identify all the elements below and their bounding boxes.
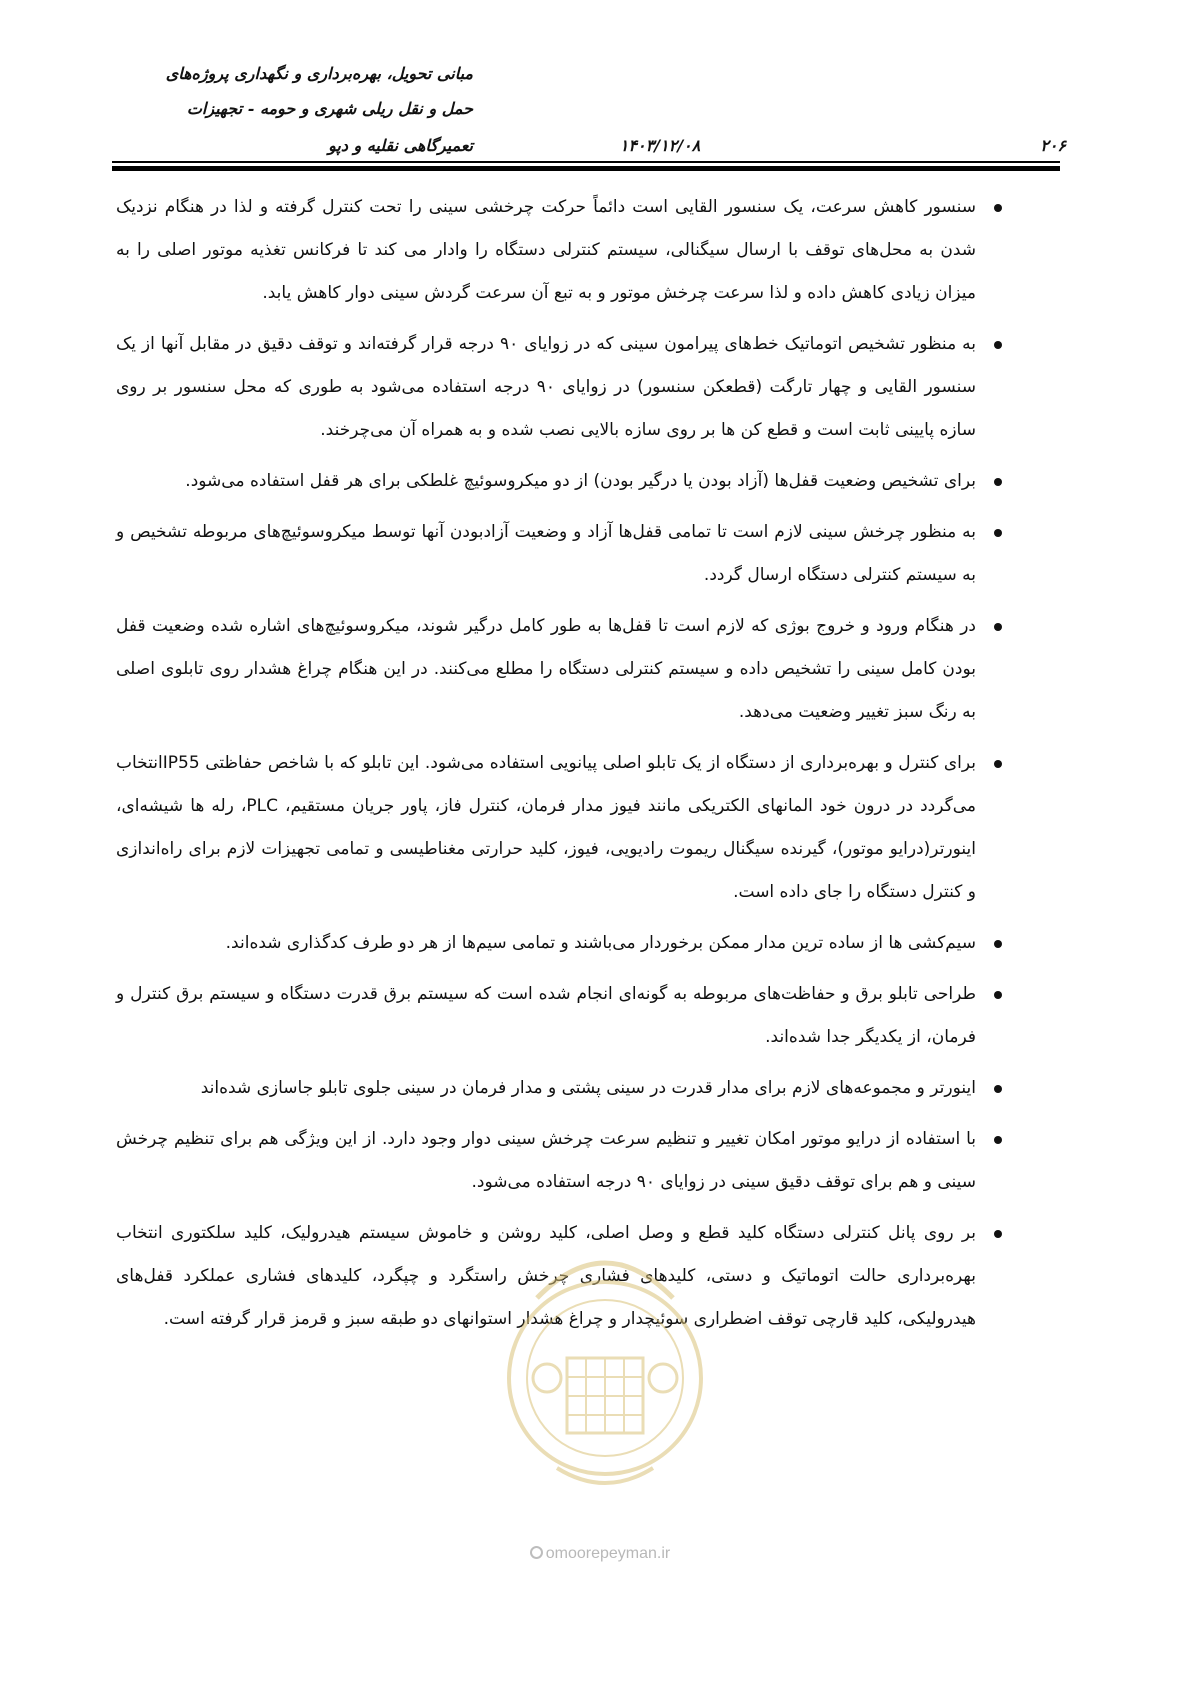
list-item (116, 742, 1006, 914)
list-item-text: در هنگام ورود و خروج بوژی که لازم است تا قفل‌ها به طور کامل درگیر شوند، میکروسوئیچ‌های اشاره شده وضعیت قفل بودن کامل سینی را تشخیص داده و سیستم کنترلی دستگاه را مطلع می‌کنند. در این هنگام چراغ هشدار روی تابلوی اصلی به رنگ سبز تغییر وضعیت می‌دهد. (116, 616, 976, 722)
watermark-url (480, 1545, 720, 1563)
header-date: ۱۴۰۳/۱۲/۰۸ (619, 136, 701, 155)
list-item (116, 186, 1006, 315)
list-item (116, 973, 1006, 1059)
page-header (0, 0, 1191, 180)
bullet-icon (994, 341, 1002, 349)
list-item (116, 922, 1006, 965)
list-item (116, 460, 1006, 503)
at-sign-icon (530, 1546, 543, 1559)
bullet-icon (994, 991, 1002, 999)
bullet-icon (994, 529, 1002, 537)
bullet-icon (994, 1230, 1002, 1238)
bullet-icon (994, 204, 1002, 212)
bullet-icon (994, 760, 1002, 768)
header-title-line-1: مبانی تحویل، بهره‌برداری و نگهداری پروژه‌های (165, 64, 473, 83)
list-item (116, 1067, 1006, 1110)
list-item-text: اینورتر و مجموعه‌های لازم برای مدار قدرت در سینی پشتی و مدار فرمان در سینی جلوی تابلو جاسازی شده‌اند (200, 1078, 976, 1098)
list-item-text: برای تشخیص وضعیت قفل‌ها (آزاد بودن یا درگیر بودن) از دو میکروسوئیچ غلطکی برای هر قفل استفاده می‌شود. (185, 471, 976, 491)
header-rule-thin (112, 161, 1060, 163)
list-item-text: برای کنترل و بهره‌برداری از دستگاه از یک تابلو اصلی پیانویی استفاده می‌شود. این تابلو که با شاخص حفاظتی IP55انتخاب می‌گردد در درون خود المانهای الکتریکی مانند فیوز مدار فرمان، کنترل فاز، پاور جریان مستقیم، PLC، رله ها شیشه‌ای، اینورتر(درایو موتور)، گیرنده سیگنال ریموت رادیویی، فیوز، کلید حرارتی مغناطیسی و تمامی تجهیزات لازم برای راه‌اندازی و کنترل دستگاه را جای داده است. (116, 753, 976, 902)
bullet-icon (994, 623, 1002, 631)
list-item-text: به منظور چرخش سینی لازم است تا تمامی قفل‌ها آزاد و وضعیت آزادبودن آنها توسط میکروسوئیچ‌های مربوطه تشخیص و به سیستم کنترلی دستگاه ارسال گردد. (116, 522, 976, 585)
bullet-list (116, 186, 1006, 1341)
list-item-text: سیم‌کشی ها از ساده ترین مدار ممکن برخوردار می‌باشند و تمامی سیم‌ها از هر دو طرف کدگذاری شده‌اند. (225, 933, 976, 953)
header-title-line-2: حمل و نقل ریلی شهری و حومه - تجهیزات (186, 99, 473, 118)
body-content (116, 186, 1006, 1349)
header-title-line-3: تعمیرگاهی نقلیه و دپو (328, 136, 473, 155)
bullet-icon (994, 1136, 1002, 1144)
list-item-text: بر روی پانل کنترلی دستگاه کلید قطع و وصل اصلی، کلید روشن و خاموش سیستم هیدرولیک، کلید سلکتوری انتخاب بهره‌برداری حالت اتوماتیک و دستی، کلیدهای فشاری چرخش راستگرد و چپگرد، کلیدهای فشاری عملکرد قفل‌های هیدرولیکی، کلید قارچی توقف اضطراری سوئیچدار و چراغ هشدار استوانهای دو طبقه سبز و قرمز قرار گرفته است. (116, 1223, 976, 1329)
bullet-icon (994, 478, 1002, 486)
watermark-url-text: omoorepeyman.ir (545, 1545, 671, 1562)
list-item (116, 323, 1006, 452)
list-item (116, 605, 1006, 734)
list-item (116, 1118, 1006, 1204)
list-item (116, 511, 1006, 597)
list-item-text: طراحی تابلو برق و حفاظت‌های مربوطه به گونه‌ای انجام شده است که سیستم برق قدرت دستگاه و سیستم برق کنترل و فرمان، از یکدیگر جدا شده‌اند. (116, 984, 976, 1047)
bullet-icon (994, 940, 1002, 948)
bullet-icon (994, 1085, 1002, 1093)
page-number: ۲۰۶ (1040, 136, 1066, 155)
list-item-text: به منظور تشخیص اتوماتیک خط‌های پیرامون سینی که در زوایای ۹۰ درجه قرار گرفته‌اند و توقف دقیق در مقابل آنها از یک سنسور القایی و چهار تارگت (قطعکن سنسور) در زوایای ۹۰ درجه استفاده می‌شود به طوری که محل سنسور بر روی سازه پایینی ثابت است و قطع کن ها بر روی سازه بالایی نصب شده و به همراه آن می‌چرخند. (116, 334, 977, 440)
list-item-text: با استفاده از درایو موتور امکان تغییر و تنظیم سرعت چرخش سینی دوار وجود دارد. از این ویژگی هم برای تنظیم چرخش سینی و هم برای توقف دقیق سینی در زوایای ۹۰ درجه استفاده می‌شود. (116, 1129, 976, 1192)
list-item (116, 1212, 1006, 1341)
header-rule-thick (112, 166, 1060, 171)
list-item-text: سنسور کاهش سرعت، یک سنسور القایی است دائماً حرکت چرخشی سینی را تحت کنترل گرفته و لذا در هنگام نزدیک شدن به محل‌های توقف با ارسال سیگنالی، سیستم کنترلی دستگاه را وادار می کند تا فرکانس تغذیه موتور اصلی را به میزان زیادی کاهش داده و لذا سرعت چرخش موتور و به تبع آن سرعت گردش سینی دوار کاهش یابد. (116, 197, 976, 303)
